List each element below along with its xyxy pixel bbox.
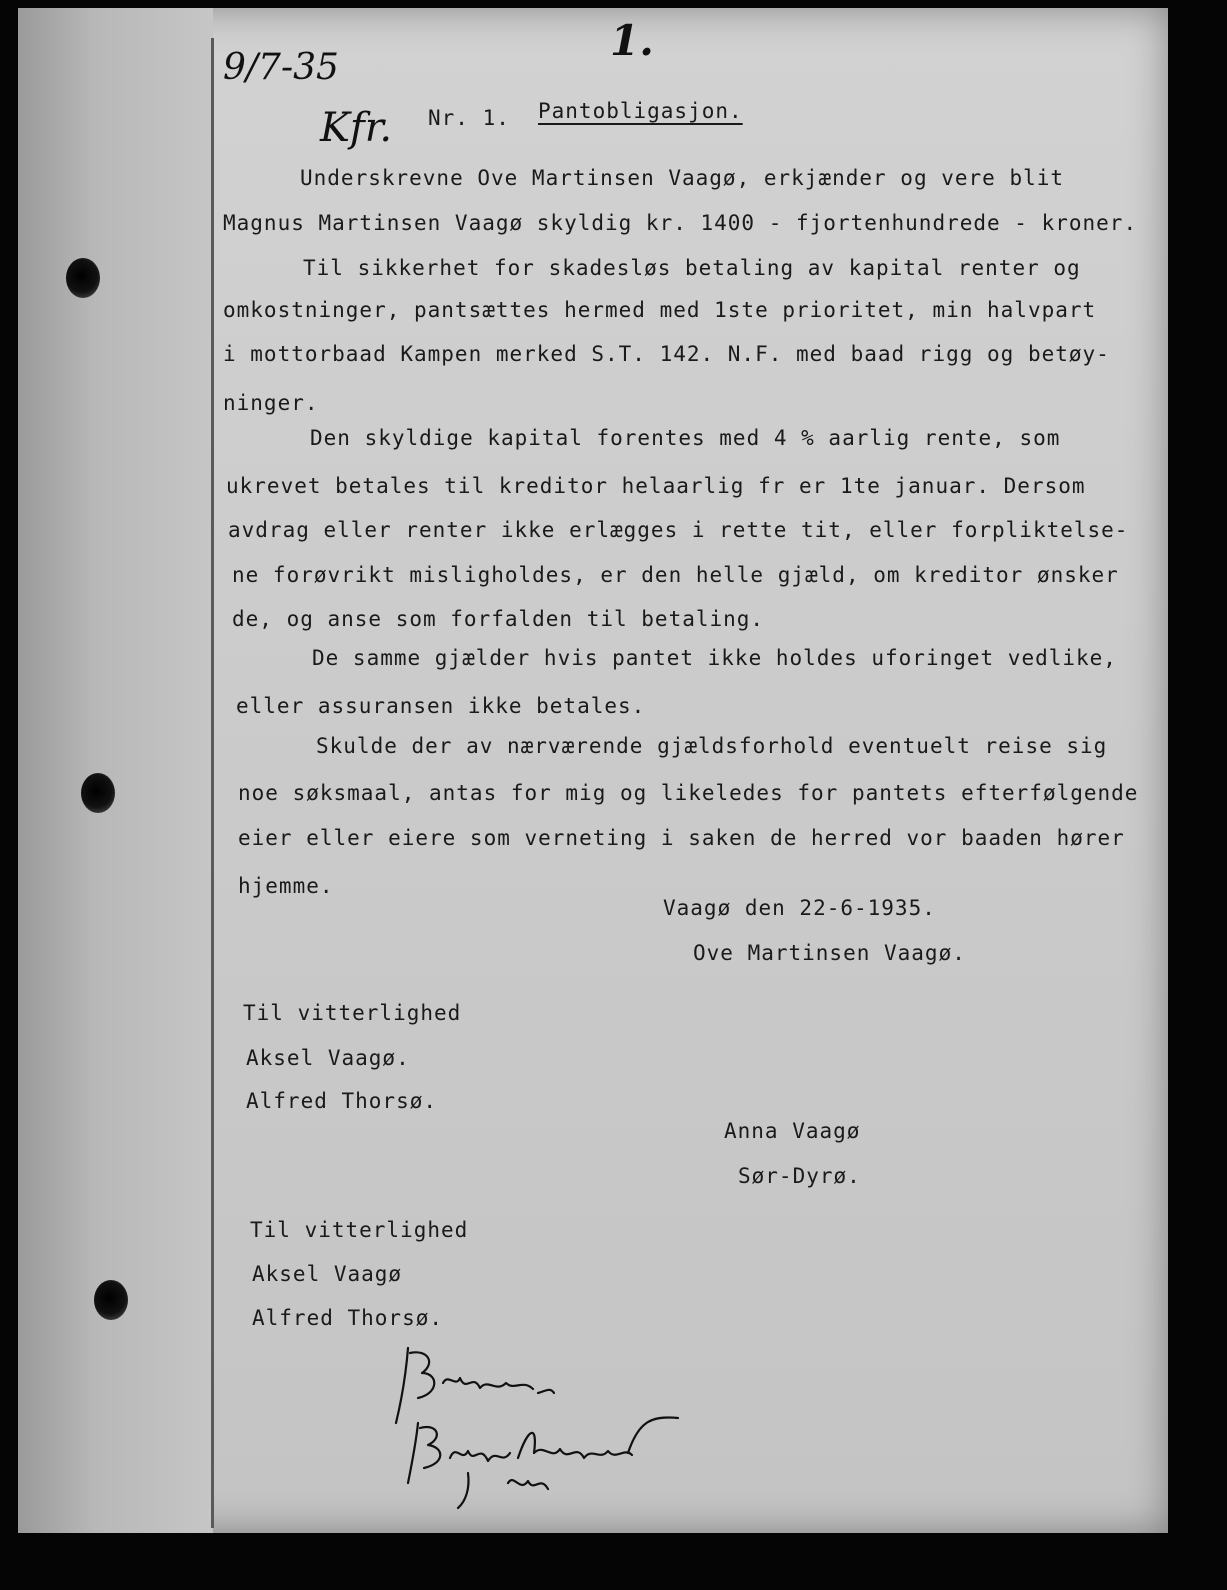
body-line: Til sikkerhet for skadesløs betaling av kapital renter og [303,256,1081,280]
place-date: Vaagø den 22-6-1935. [663,896,936,920]
witness-heading: Til vitterlighed [250,1218,469,1242]
signer-2-name: Anna Vaagø [724,1119,861,1143]
handwritten-date: 9/7-35 [223,47,339,88]
body-line: De samme gjælder hvis pantet ikke holdes uforinget vedlike, [312,646,1117,670]
signature-stroke [420,1427,440,1468]
body-line: avdrag eller renter ikke erlægges i rette tit, eller forpliktelse- [228,518,1129,542]
signature-stroke [508,1480,548,1489]
witness-name: Alfred Thorsø. [252,1306,444,1330]
witness-name: Alfred Thorsø. [246,1089,438,1113]
witness-name: Aksel Vaagø [252,1262,403,1286]
witness-name: Aksel Vaagø. [246,1046,410,1070]
signature-stroke [628,1417,678,1453]
signature-stroke [458,1473,469,1508]
body-line: noe søksmaal, antas for mig og likeledes for pantets efterfølgende [238,781,1139,805]
signature-stroke [538,1390,554,1393]
body-line: eller assuransen ikke betales. [236,694,646,718]
signature-stroke [450,1451,510,1461]
body-line: hjemme. [238,874,334,898]
body-line: ninger. [223,391,319,415]
signature-stroke [410,1352,434,1398]
signer-2-place: Sør-Dyrø. [738,1164,861,1188]
signature-stroke [408,1423,418,1483]
document-number: Nr. 1. [428,106,510,130]
body-line: Underskrevne Ove Martinsen Vaagø, erkjænder og vere blit [300,166,1065,190]
body-line: ukrevet betales til kreditor helaarlig fr er 1te januar. Dersom [226,474,1086,498]
body-line: omkostninger, pantsættes hermed med 1ste prioritet, min halvpart [223,298,1097,322]
signature-stroke [443,1378,533,1389]
signature-stroke [396,1348,408,1423]
witness-heading: Til vitterlighed [243,1001,462,1025]
body-line: ne forøvrikt misligholdes, er den helle gjæld, om kreditor ønsker [232,563,1119,587]
body-line: i mottorbaad Kampen merked S.T. 142. N.F. med baad rigg og betøy- [223,342,1110,366]
punch-hole [94,1280,128,1320]
punch-hole [66,258,100,298]
body-line: Den skyldige kapital forentes med 4 % aarlig rente, som [310,426,1061,450]
signature-stroke [518,1433,632,1458]
body-line: de, og anse som forfalden til betaling. [232,607,765,631]
margin-rule [211,38,214,1528]
handwritten-signature [388,1343,688,1513]
body-line: eier eller eiere som verneting i saken de herred vor baaden hører [238,826,1125,850]
marginal-initials: Kfr. [320,105,393,151]
body-line: Skulde der av nærværende gjældsforhold eventuelt reise sig [316,734,1108,758]
document-page [18,8,1168,1533]
handwritten-page-number: 1. [610,16,654,65]
body-line: Magnus Martinsen Vaagø skyldig kr. 1400 - fjortenhundrede - kroner. [223,211,1138,235]
signer-1-name: Ove Martinsen Vaagø. [693,941,966,965]
punch-hole [81,773,115,813]
document-title: Pantobligasjon. [538,99,743,123]
